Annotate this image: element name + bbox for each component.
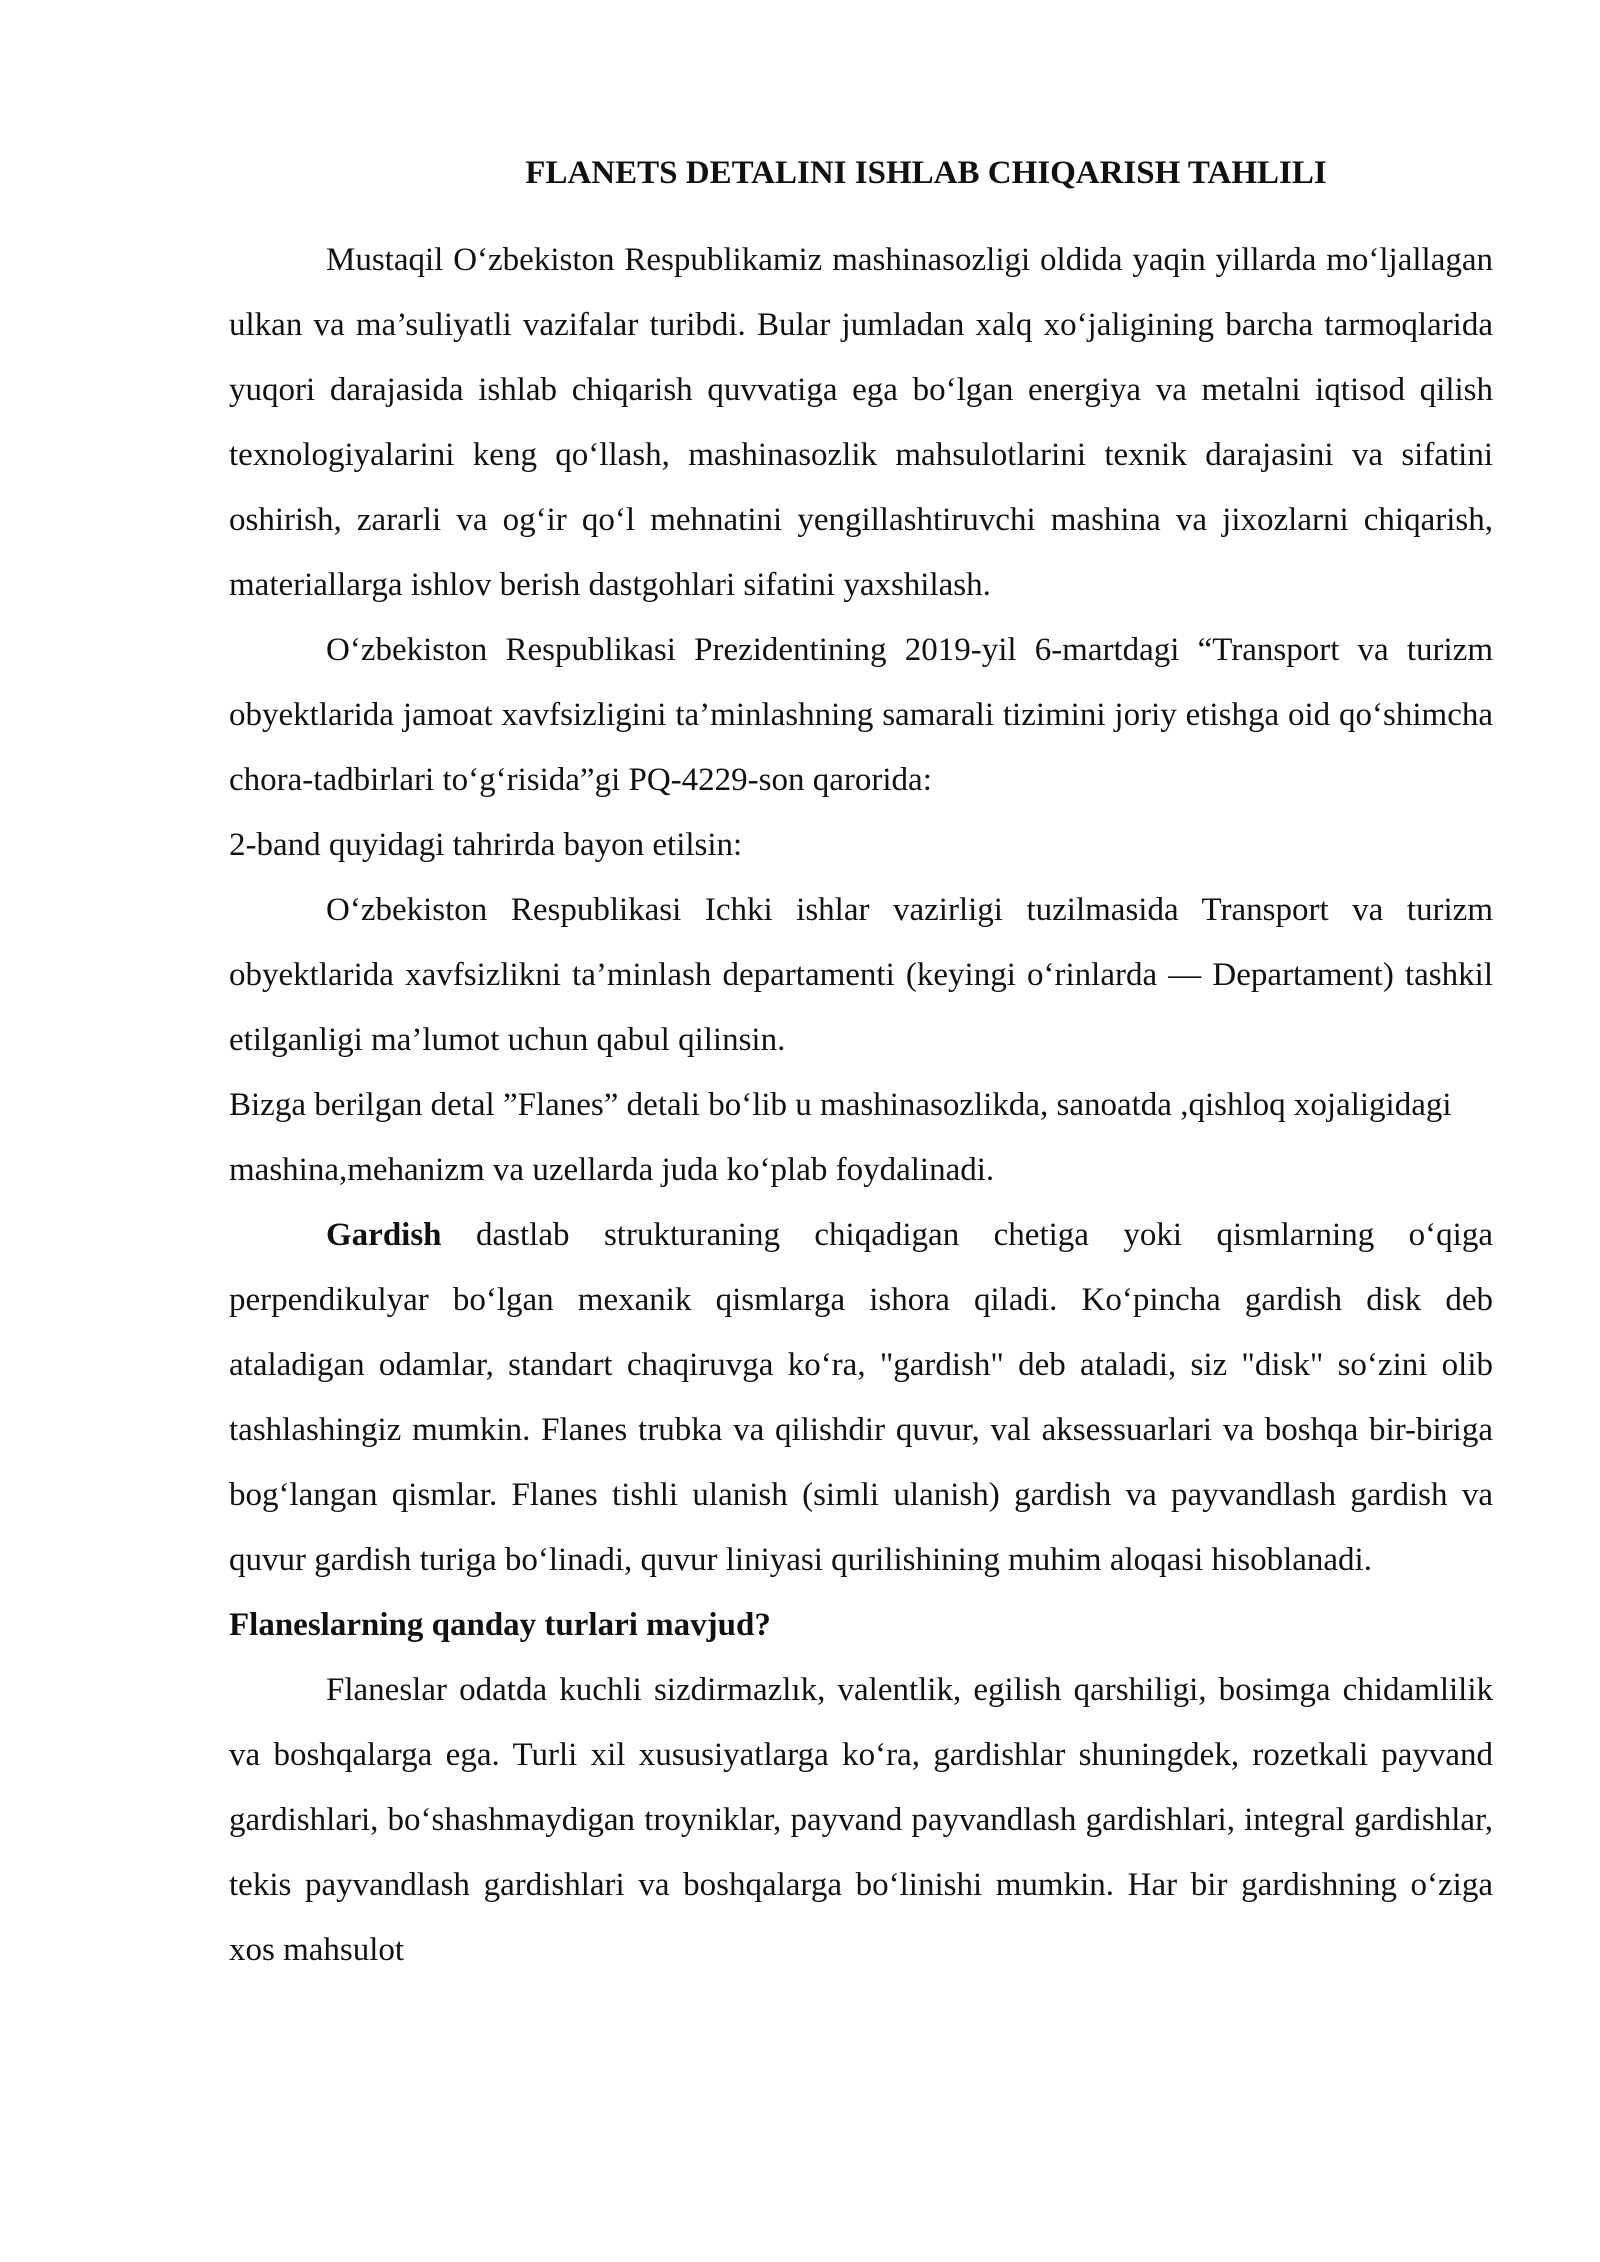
gardish-term: Gardish xyxy=(326,1217,442,1253)
gardish-text: dastlab strukturaning chiqadigan chetiga yoki qismlarning o‘qiga perpendikulyar bo‘lgan mexanik qismlarga ishora qiladi. Ko‘pincha gardish disk deb ataladigan odamlar, standart chaqiruvga ko‘ra, "gardish" deb ataladi, siz "disk" so‘zini olib tashlashingiz mumkin. Flanes trubka va qilishdir quvur, val aksessuarlari va boshqa bir-biriga bog‘langan qismlar. Flanes tishli ulanish (simli ulanish) gardish va payvandlash gardish va quvur gardish turiga bo‘linadi, quvur liniyasi qurilishining muhim aloqasi hisoblanadi. xyxy=(229,1217,1493,1578)
paragraph-detail: Bizga berilgan detal ”Flanes” detali bo‘lib u mashinasozlikda, sanoatda ,qishloq xojaligidagi mashina,mehanizm va uzellarda juda ko‘plab foydalinadi. xyxy=(229,1087,1452,1188)
paragraph-department: O‘zbekiston Respublikasi Ichki ishlar vazirligi tuzilmasida Transport va turizm obyektlarida xavfsizlikni ta’minlash departamenti (keyingi o‘rinlarda — Departament) tashkil etilganligi ma’lumot uchun qabul qilinsin. xyxy=(229,892,1493,1058)
section-heading: Flaneslarning qanday turlari mavjud? xyxy=(229,1607,771,1643)
paragraph-gardish xyxy=(229,1203,1493,1593)
paragraph-decree: O‘zbekiston Respublikasi Prezidentining 2019-yil 6-martdagi “Transport va turizm obyektlarida jamoat xavfsizligini ta’minlashning samarali tizimini joriy etishga oid qo‘shimcha chora-tadbirlari to‘g‘risida”gi PQ-4229-son qarorida: xyxy=(229,632,1493,798)
document-body xyxy=(229,150,1493,1983)
paragraph-band: 2-band quyidagi tahrirda bayon etilsin: xyxy=(229,827,743,863)
document-title: FLANETS DETALINI ISHLAB CHIQARISH TAHLILI xyxy=(525,155,1327,191)
paragraph-intro: Mustaqil O‘zbekiston Respublikamiz mashinasozligi oldida yaqin yillarda mo‘ljallagan ulkan va ma’suliyatli vazifalar turibdi. Bular jumladan xalq xo‘jaligining barcha tarmoqlarida yuqori darajasida ishlab chiqarish quvvatiga ega bo‘lgan energiya va metalni iqtisod qilish texnologiyalarini keng qo‘llash, mashinasozlik mahsulotlarini texnik darajasini va sifatini oshirish, zararli va og‘ir qo‘l mehnatini yengillashtiruvchi mashina va jixozlarni chiqarish, materiallarga ishlov berish dastgohlari sifatini yaxshilash. xyxy=(229,242,1493,603)
paragraph-types: Flaneslar odatda kuchli sizdirmazlık, valentlik, egilish qarshiligi, bosimga chidamlilik va boshqalarga ega. Turli xil xususiyatlarga ko‘ra, gardishlar shuningdek, rozetkali payvand gardishlari, bo‘shashmaydigan troyniklar, payvand payvandlash gardishlari, integral gardishlar, tekis payvandlash gardishlari va boshqalarga bo‘linishi mumkin. Har bir gardishning o‘ziga xos mahsulot xyxy=(229,1672,1493,1968)
